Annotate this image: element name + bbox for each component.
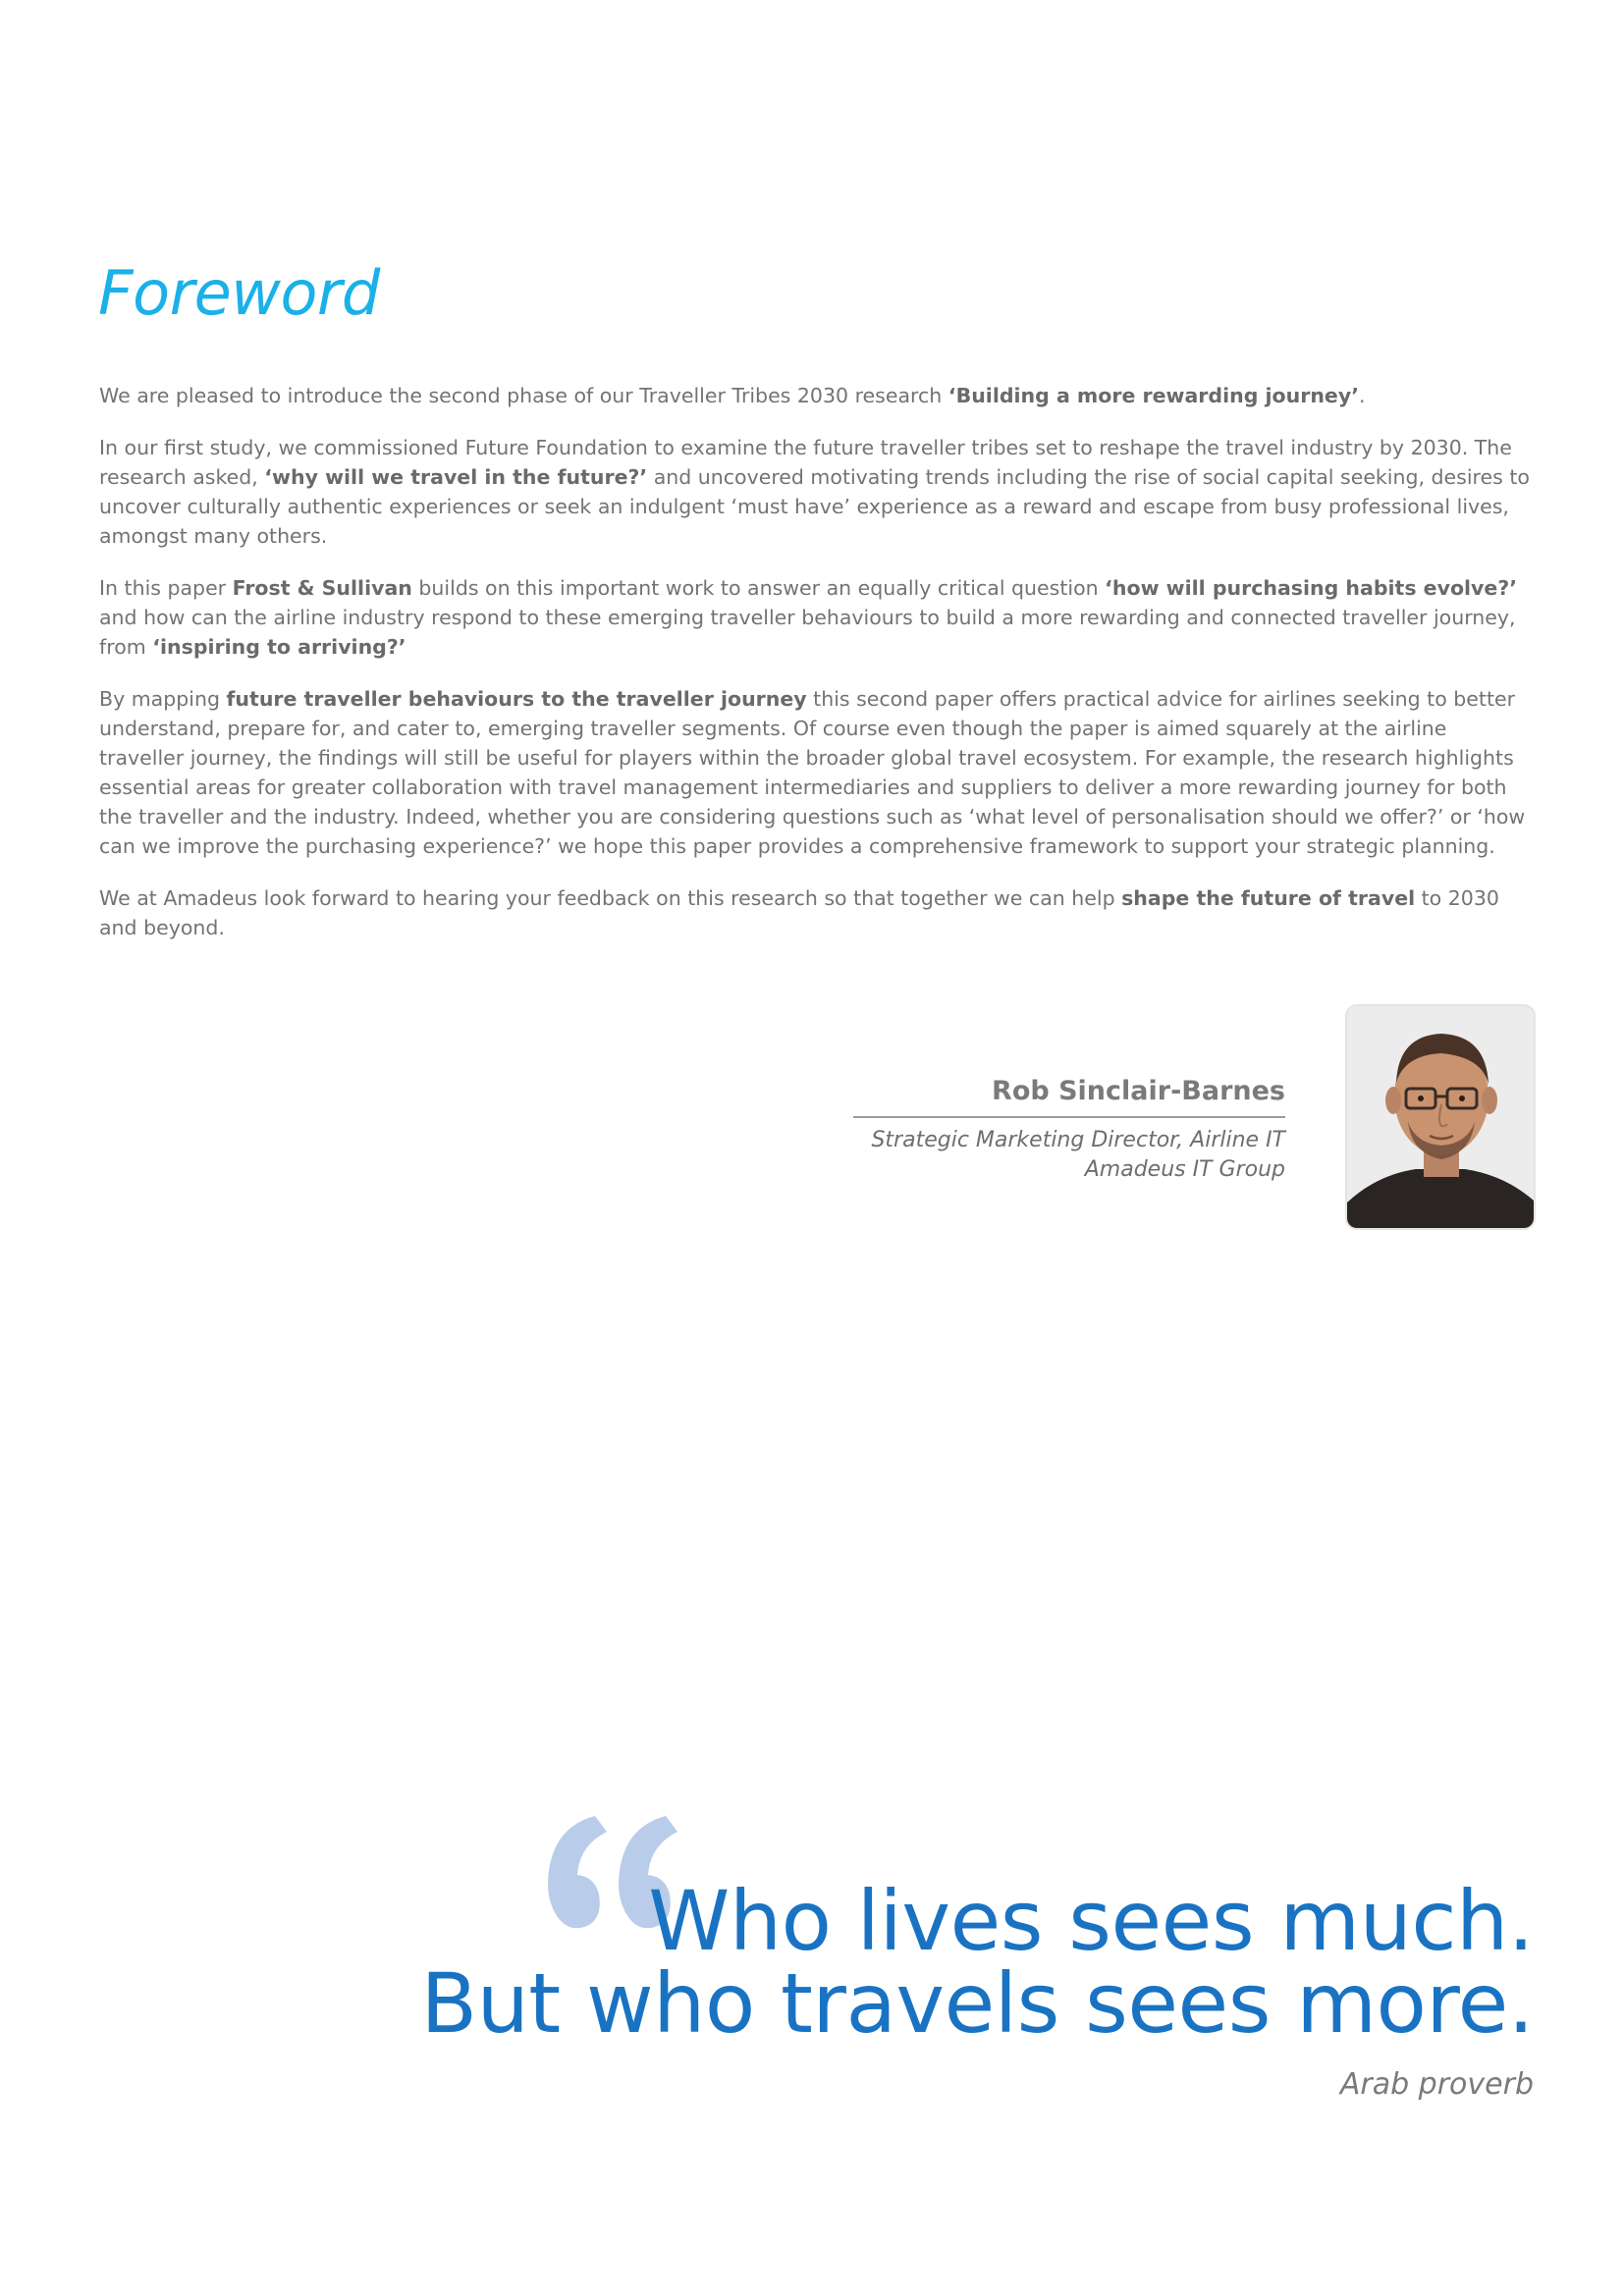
paragraph: [99, 433, 1533, 551]
emphasis-text: future traveller behaviours to the traveller journey: [226, 687, 807, 711]
author-portrait: [1347, 1006, 1534, 1228]
paragraph: [99, 883, 1533, 942]
paragraph-text: builds on this important work to answer an equally critical question: [411, 576, 1106, 600]
emphasis-text: shape the future of travel: [1121, 886, 1416, 910]
paragraph-text: .: [1358, 384, 1366, 407]
quote-attribution: Arab proverb: [1339, 2067, 1534, 2102]
quote-line-2: But who travels sees more.: [420, 1955, 1534, 2052]
paragraph-text: and uncovered motivating trends including the rise of social capital seeking, desires to uncover culturally authentic experiences or seek an indulgent ‘must have’ experience as a reward and escape from busy professional lives, amongst many others.: [99, 465, 1530, 548]
emphasis-text: Frost & Sullivan: [232, 576, 412, 600]
paragraph-text: to 2030 and beyond.: [99, 886, 1499, 939]
paragraph-text: In our first study, we commissioned Future Foundation to examine the future traveller tribes set to reshape the travel industry by 2030. The research asked,: [99, 436, 1512, 489]
paragraph-text: and how can the airline industry respond to these emerging traveller behaviours to build a more rewarding and connected traveller journey, from: [99, 606, 1516, 659]
quote-line-1: Who lives sees much.: [648, 1873, 1534, 1969]
signatory-title: Strategic Marketing Director, Airline IT: [871, 1128, 1285, 1152]
emphasis-text: ‘why will we travel in the future?’: [264, 465, 648, 489]
emphasis-text: ‘how will purchasing habits evolve?’: [1105, 576, 1518, 600]
paragraph-text: this second paper offers practical advice for airlines seeking to better understand, prepare for, and cater to, emerging traveller segments. Of course even though the paper is aimed squarely at the airline traveller journey, the findings will still be useful for players within the broader global travel ecosystem. For example, the research highlights essential areas for greater collaboration with travel management intermediaries and suppliers to deliver a more rewarding journey for both the traveller and the industry. Indeed, whether you are considering questions such as ‘what level of personalisation should we offer?’ or ‘how can we improve the purchasing experience?’ we hope this paper provides a comprehensive framework to support your strategic planning.: [99, 687, 1526, 858]
signatory-company: Amadeus IT Group: [1084, 1157, 1285, 1182]
emphasis-text: ‘Building a more rewarding journey’: [947, 384, 1359, 407]
paragraph-text: We are pleased to introduce the second phase of our Traveller Tribes 2030 research: [99, 384, 948, 407]
paragraph: [99, 381, 1533, 410]
foreword-body: [99, 381, 1533, 965]
paragraph: [99, 684, 1533, 861]
signatory-name: Rob Sinclair-Barnes: [853, 1075, 1285, 1118]
paragraph-text: We at Amadeus look forward to hearing your feedback on this research so that together we can help: [99, 886, 1122, 910]
paragraph: [99, 573, 1533, 662]
paragraph-text: In this paper: [99, 576, 233, 600]
page-title: Foreword: [98, 257, 380, 329]
emphasis-text: ‘inspiring to arriving?’: [152, 635, 406, 659]
signature-block: [853, 1075, 1285, 1185]
pull-quote: [420, 1873, 1534, 2052]
paragraph-text: By mapping: [99, 687, 227, 711]
